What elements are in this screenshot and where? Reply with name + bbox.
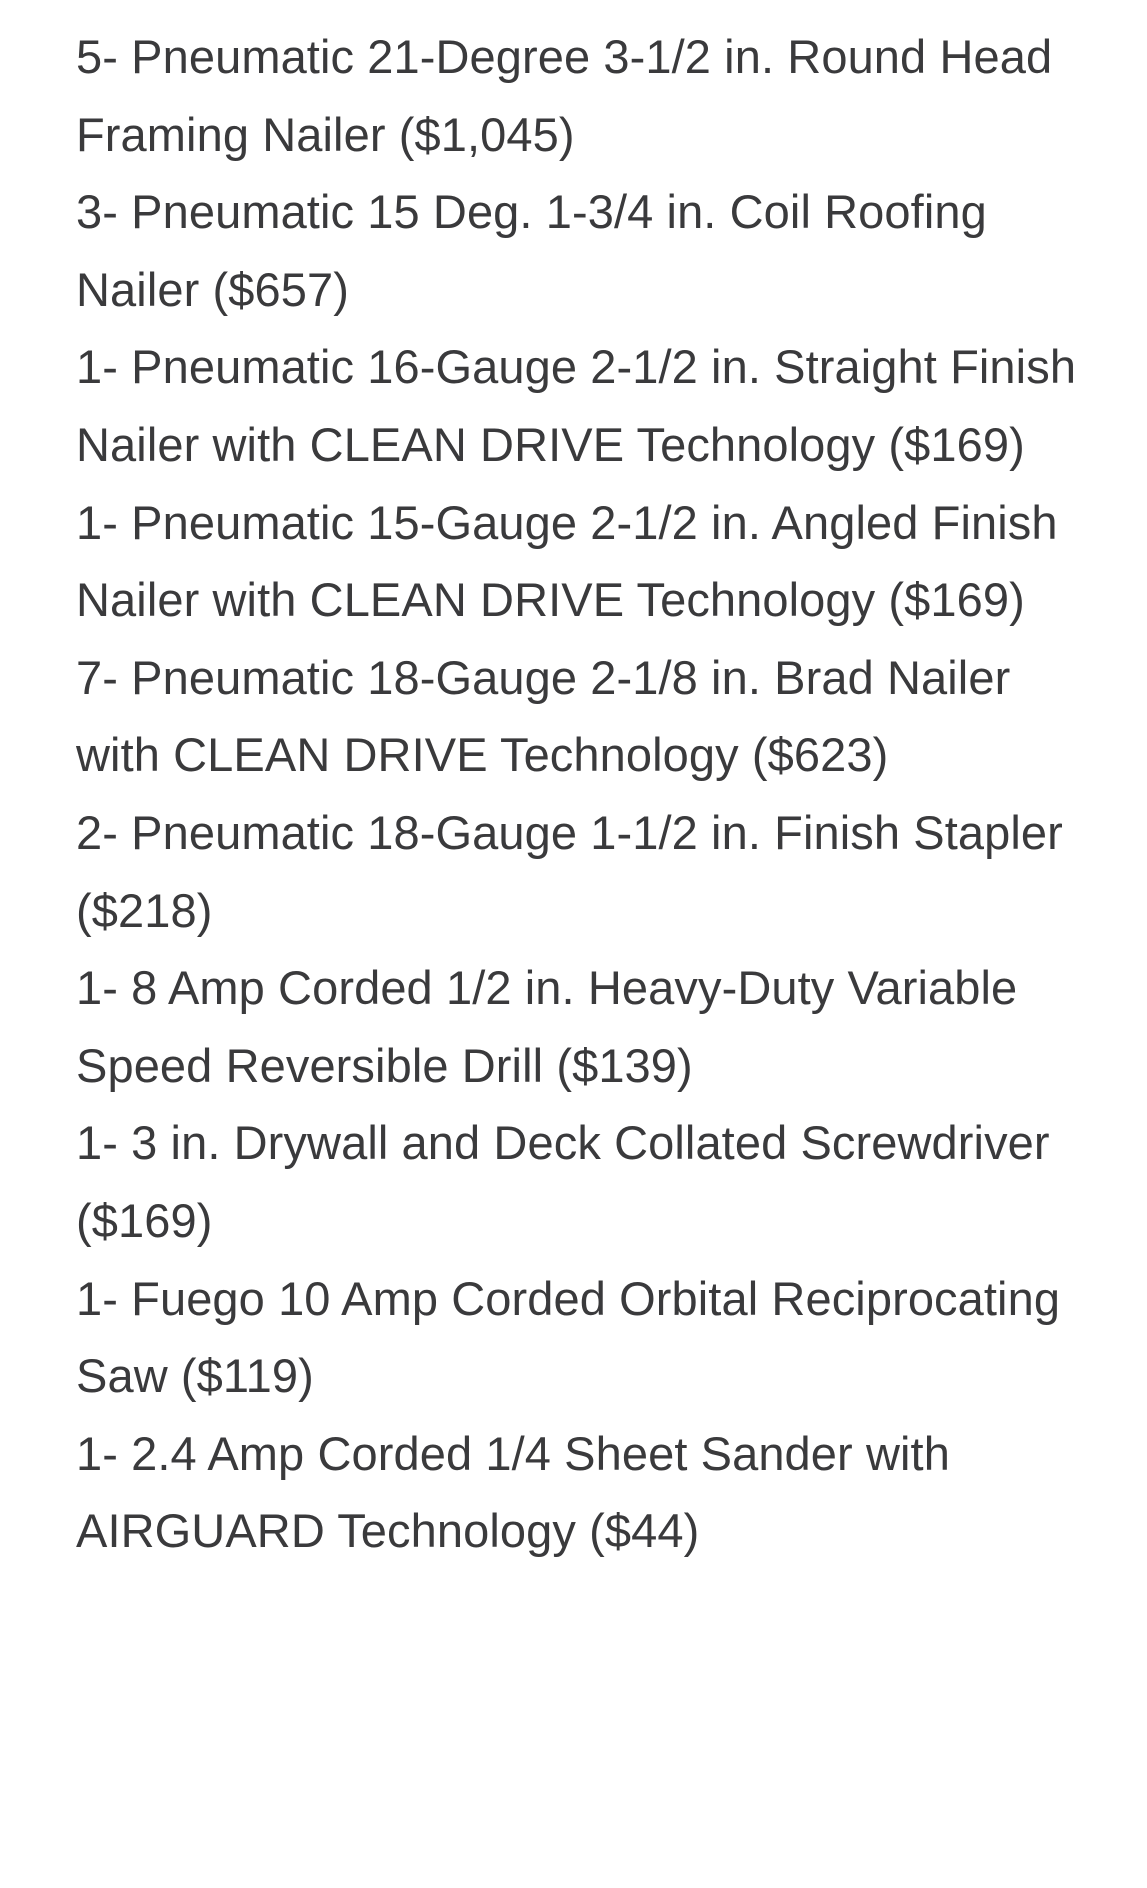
list-item: 1- Pneumatic 15-Gauge 2-1/2 in. Angled Finish Nailer with CLEAN DRIVE Technology ($169) (76, 495, 1058, 627)
list-item: 3- Pneumatic 15 Deg. 1-3/4 in. Coil Roofing Nailer ($657) (76, 185, 987, 316)
list-item: 1- 2.4 Amp Corded 1/4 Sheet Sander with AIRGUARD Technology ($44) (76, 1426, 950, 1558)
list-item: 7- Pneumatic 18-Gauge 2-1/8 in. Brad Nailer with CLEAN DRIVE Technology ($623) (76, 650, 1011, 782)
list-item: 1- Pneumatic 16-Gauge 2-1/2 in. Straight Finish Nailer with CLEAN DRIVE Technology ($169) (76, 340, 1077, 471)
list-item: 1- Fuego 10 Amp Corded Orbital Reciprocating Saw ($119) (76, 1271, 1061, 1403)
note-body (76, 18, 1086, 1570)
list-item: 2- Pneumatic 18-Gauge 1-1/2 in. Finish Stapler ($218) (76, 805, 1063, 937)
list-item: 1- 3 in. Drywall and Deck Collated Screwdriver ($169) (76, 1116, 1050, 1247)
list-item: 1- 8 Amp Corded 1/2 in. Heavy-Duty Variable Speed Reversible Drill ($139) (76, 961, 1018, 1092)
list-item: 5- Pneumatic 21-Degree 3-1/2 in. Round Head Framing Nailer ($1,045) (76, 30, 1053, 161)
